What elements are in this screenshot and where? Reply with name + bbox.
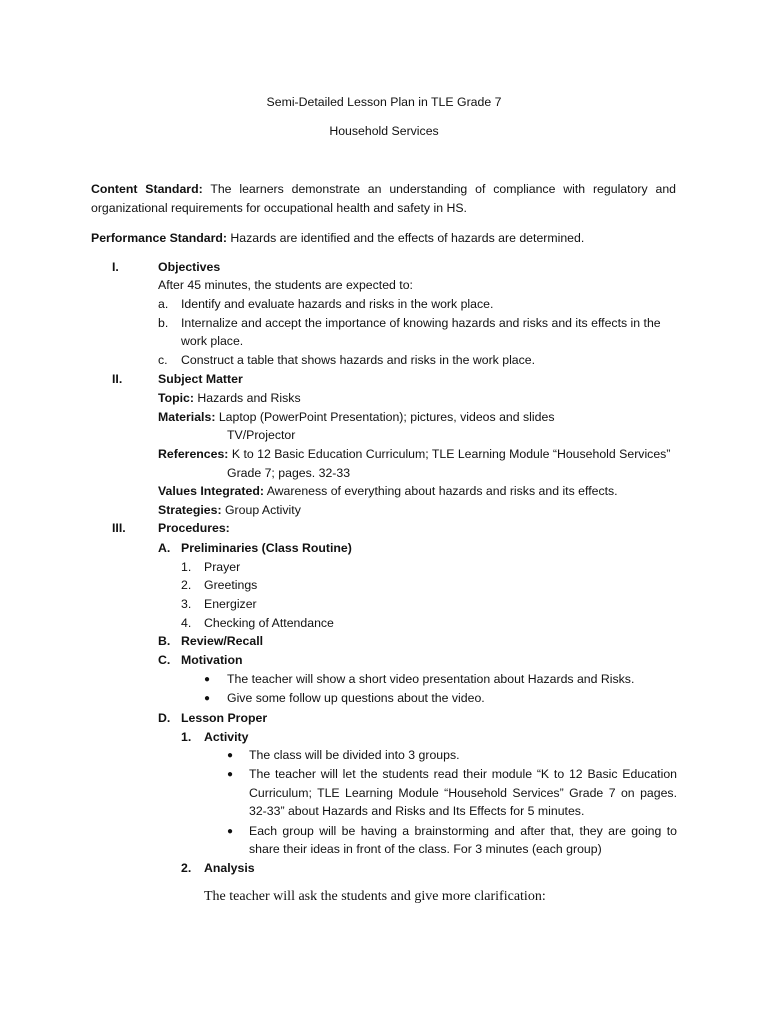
activity-bullet-3-line2: share their ideas in front of the class. For 3 minutes (each group) xyxy=(249,842,602,856)
lesson-proper-marker: D. xyxy=(158,711,171,725)
values-value: Awareness of everything about hazards and risks and its effects. xyxy=(266,484,618,498)
motivation-bullet-1: The teacher will show a short video presentation about Hazards and Risks. xyxy=(227,672,635,686)
topic-label: Topic: xyxy=(158,391,194,405)
performance-standard-label: Performance Standard: xyxy=(91,231,227,245)
preliminary-1-text: Prayer xyxy=(204,560,241,574)
topic-value: Hazards and Risks xyxy=(197,391,301,405)
subject-matter-numeral: II. xyxy=(112,372,123,386)
values-label: Values Integrated: xyxy=(158,484,264,498)
strategies-value: Group Activity xyxy=(224,503,301,517)
performance-standard-text: Hazards are identified and the effects of hazards are determined. xyxy=(230,231,585,245)
preliminary-3-text: Energizer xyxy=(204,597,257,611)
review-heading: Review/Recall xyxy=(181,634,264,648)
motivation-marker: C. xyxy=(158,653,171,667)
preliminaries-heading: Preliminaries (Class Routine) xyxy=(181,541,352,555)
activity-bullet-1: The class will be divided into 3 groups. xyxy=(249,748,460,762)
preliminary-2-marker: 2. xyxy=(181,578,192,592)
analysis-marker: 2. xyxy=(181,861,192,875)
materials xyxy=(158,410,554,424)
content-standard-label: Content Standard: xyxy=(91,182,203,196)
materials-label: Materials: xyxy=(158,410,216,424)
objective-a-marker: a. xyxy=(158,297,169,311)
preliminaries-marker: A. xyxy=(158,541,171,555)
activity-marker: 1. xyxy=(181,730,192,744)
objective-c-marker: c. xyxy=(158,353,168,367)
activity-bullet-3-line1: Each group will be having a brainstorming and after that, they are going to xyxy=(249,824,677,838)
bullet-icon: ● xyxy=(227,826,234,837)
references xyxy=(158,447,670,461)
preliminary-2-text: Greetings xyxy=(204,578,258,592)
content-standard-text2: organizational requirements for occupational health and safety in HS. xyxy=(91,201,467,215)
objective-b-text2: work place. xyxy=(181,334,244,348)
objectives-intro: After 45 minutes, the students are expected to: xyxy=(158,278,413,292)
objective-c-text: Construct a table that shows hazards and risks in the work place. xyxy=(181,353,536,367)
content-standard-line1 xyxy=(91,182,676,196)
performance-standard xyxy=(91,231,584,245)
analysis-text: The teacher will ask the students and give more clarification: xyxy=(204,889,546,904)
analysis-heading: Analysis xyxy=(204,861,255,875)
strategies-label: Strategies: xyxy=(158,503,222,517)
preliminary-3-marker: 3. xyxy=(181,597,192,611)
preliminary-1-marker: 1. xyxy=(181,560,192,574)
references-value2: Grade 7; pages. 32-33 xyxy=(227,466,351,480)
activity-heading: Activity xyxy=(204,730,249,744)
objective-b-text1: Internalize and accept the importance of knowing hazards and risks and its effects in the xyxy=(181,316,661,330)
document-title: Semi-Detailed Lesson Plan in TLE Grade 7 xyxy=(266,95,502,109)
bullet-icon: ● xyxy=(227,769,234,780)
procedures-numeral: III. xyxy=(112,521,126,535)
preliminary-4-text: Checking of Attendance xyxy=(204,616,334,630)
values-integrated xyxy=(158,484,618,498)
materials-value2: TV/Projector xyxy=(227,428,296,442)
lesson-proper-heading: Lesson Proper xyxy=(181,711,268,725)
materials-value1: Laptop (PowerPoint Presentation); pictures, videos and slides xyxy=(218,410,555,424)
activity-bullet-2-line2: Curriculum; TLE Learning Module “Household Services” Grade 7 on pages. xyxy=(249,786,677,800)
bullet-icon: ● xyxy=(227,750,234,761)
preliminary-4-marker: 4. xyxy=(181,616,192,630)
topic xyxy=(158,391,301,405)
activity-bullet-2-line3: 32-33” about Hazards and Risks and Its Effects for 5 minutes. xyxy=(249,804,585,818)
objective-a-text: Identify and evaluate hazards and risks in the work place. xyxy=(181,297,494,311)
subject-matter-heading: Subject Matter xyxy=(158,372,243,386)
motivation-heading: Motivation xyxy=(181,653,243,667)
bullet-icon: ● xyxy=(204,693,211,704)
activity-bullet-2-line1: The teacher will let the students read their module “K to 12 Basic Education xyxy=(249,767,677,781)
procedures-heading: Procedures: xyxy=(158,521,230,535)
review-marker: B. xyxy=(158,634,171,648)
objective-b-marker: b. xyxy=(158,316,169,330)
document-subtitle: Household Services xyxy=(329,124,439,138)
objectives-heading: Objectives xyxy=(158,260,221,274)
references-label: References: xyxy=(158,447,229,461)
references-value1: K to 12 Basic Education Curriculum; TLE Learning Module “Household Services” xyxy=(231,447,671,461)
strategies xyxy=(158,503,301,517)
objectives-numeral: I. xyxy=(112,260,119,274)
motivation-bullet-2: Give some follow up questions about the video. xyxy=(227,691,485,705)
content-standard-text1: The learners demonstrate an understanding of compliance with regulatory and xyxy=(210,182,677,196)
bullet-icon: ● xyxy=(204,674,211,685)
